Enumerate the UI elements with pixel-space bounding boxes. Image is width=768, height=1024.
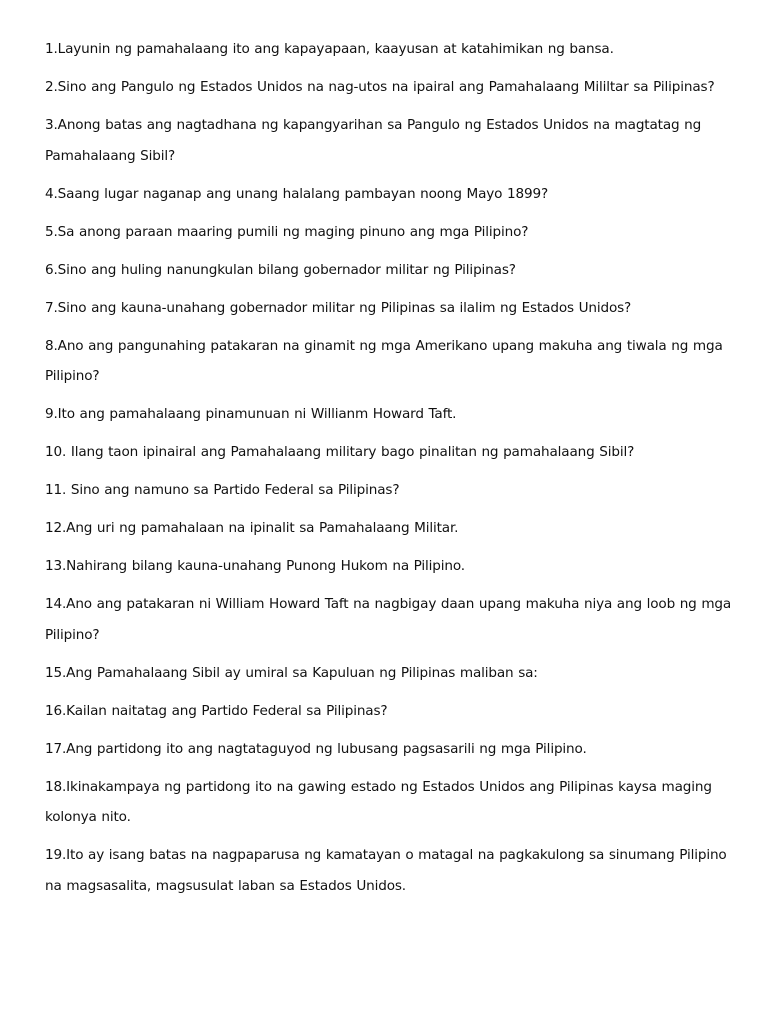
- question-item: 11. Sino ang namuno sa Partido Federal sa Pilipinas?: [45, 482, 400, 498]
- question-item: 12.Ang uri ng pamahalaan na ipinalit sa Pamahalaang Militar.: [45, 520, 459, 536]
- question-item: 16.Kailan naitatag ang Partido Federal sa Pilipinas?: [45, 702, 388, 719]
- question-item: 4.Saang lugar naganap ang unang halalang pambayan noong Mayo 1899?: [45, 185, 549, 202]
- question-item: 3.Anong batas ang nagtadhana ng kapangyarihan sa Pangulo ng Estados Unidos na magtatag ng Pamahalaang Sibil?: [45, 117, 702, 164]
- question-item: 8.Ano ang pangunahing patakaran na ginamit ng mga Amerikano upang makuha ang tiwala ng mga Pilipino?: [45, 337, 723, 384]
- question-list: [45, 34, 735, 909]
- question-item: 13.Nahirang bilang kauna-unahang Punong Hukom na Pilipino.: [45, 558, 465, 574]
- question-item: 1.Layunin ng pamahalaang ito ang kapayapaan, kaayusan at katahimikan ng bansa.: [45, 41, 614, 57]
- question-item: 18.Ikinakampaya ng partidong ito na gawing estado ng Estados Unidos ang Pilipinas kaysa maging kolonya nito.: [45, 778, 712, 825]
- question-item: 17.Ang partidong ito ang nagtataguyod ng lubusang pagsasarili ng mga Pilipino.: [45, 740, 587, 757]
- question-item: 9.Ito ang pamahalaang pinamunuan ni Willianm Howard Taft.: [45, 406, 457, 422]
- question-item: 2.Sino ang Pangulo ng Estados Unidos na nag-utos na ipairal ang Pamahalaang Mililtar sa Pilipinas?: [45, 79, 715, 95]
- question-item: 19.Ito ay isang batas na nagpaparusa ng kamatayan o matagal na pagkakulong sa sinumang Pilipino na magsasalita, magsusulat laban sa Estados Unidos.: [45, 847, 727, 894]
- question-item: 10. Ilang taon ipinairal ang Pamahalaang military bago pinalitan ng pamahalaang Sibil?: [45, 444, 635, 460]
- question-item: 14.Ano ang patakaran ni William Howard Taft na nagbigay daan upang makuha niya ang loob ng mga Pilipino?: [45, 596, 732, 643]
- question-item: 15.Ang Pamahalaang Sibil ay umiral sa Kapuluan ng Pilipinas maliban sa:: [45, 664, 538, 681]
- question-item: 7.Sino ang kauna-unahang gobernador militar ng Pilipinas sa ilalim ng Estados Unidos?: [45, 299, 632, 316]
- question-item: 6.Sino ang huling nanungkulan bilang gobernador militar ng Pilipinas?: [45, 261, 516, 278]
- question-item: 5.Sa anong paraan maaring pumili ng maging pinuno ang mga Pilipino?: [45, 223, 529, 240]
